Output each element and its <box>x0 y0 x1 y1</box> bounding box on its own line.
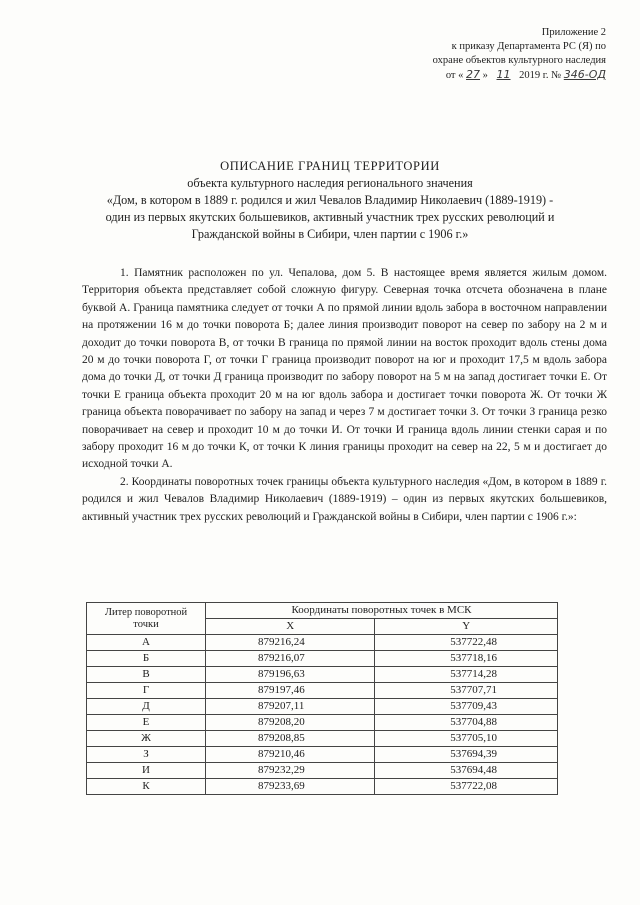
title-line-3: один из первых якутских большевиков, активный участник трех русских революций и <box>105 210 555 224</box>
cell-y: 537707,71 <box>375 683 558 699</box>
cell-y: 537722,48 <box>375 635 558 651</box>
table-row <box>87 699 558 715</box>
date-prefix: от « <box>445 70 464 81</box>
cell-letter: Б <box>87 651 206 667</box>
table-row <box>87 763 558 779</box>
order-number: 346-ОД <box>563 68 606 81</box>
cell-x: 879233,69 <box>206 779 375 795</box>
paragraph-boundary-description: 1. Памятник расположен по ул. Чепалова, дом 5. В настоящее время является жилым домом. Территория объекта представляет собой сложную фигуру. Северная точка отсчета обозначена в плане буквой А. Граница памятника следует от точки А по прямой линии вдоль забора в восточном направлении на протяжении 16 м до точки поворота Б; далее линия производит поворот на север по забору на 2 м и доходит до точки поворота В, от точки В граница по прямой линии на восток проходит вдоль стены дома 20 м до точки поворота Г, от точки Г граница производит поворот на юг и проходит 17,5 м вдоль забора дома до точки Д, от точки Д граница производит по забору поворот на 5 м на запад достигает точки Е. От точки Е граница объекта проходит 20 м на юг вдоль забора и достигает точки поворота Ж. От точки Ж граница объекта поворачивает по забору на запад и через 7 м достигает точки З. От точки З граница резко поворачивает на север и проходит 10 м до точки И. От точки И граница вдоль линии стенки сарая и по забору проходит 16 м до точки К, от точки К линия границы проходит на север на 22, 5 м и достигает до исходной точки А. <box>82 267 607 471</box>
coordinates-table <box>86 602 558 795</box>
header-y: Y <box>375 619 558 635</box>
table-row <box>87 651 558 667</box>
table-row <box>87 715 558 731</box>
cell-letter: А <box>87 635 206 651</box>
cell-y: 537722,08 <box>375 779 558 795</box>
cell-y: 537705,10 <box>375 731 558 747</box>
cell-letter: И <box>87 763 206 779</box>
cell-y: 537718,16 <box>375 651 558 667</box>
title-line-1: объекта культурного наследия регионального значения <box>187 176 473 190</box>
cell-y: 537694,48 <box>375 763 558 779</box>
table-row <box>87 635 558 651</box>
cell-x: 879196,63 <box>206 667 375 683</box>
appendix-date-line <box>386 68 606 83</box>
title-line-4: Гражданской войны в Сибири, член партии с 1906 г.» <box>191 227 469 241</box>
cell-letter: Ж <box>87 731 206 747</box>
appendix-department: охране объектов культурного наследия <box>432 55 606 66</box>
cell-letter: Д <box>87 699 206 715</box>
header-coords: Координаты поворотных точек в МСК <box>206 603 558 619</box>
document-body <box>82 265 607 526</box>
cell-letter: Г <box>87 683 206 699</box>
table-row <box>87 779 558 795</box>
cell-letter: В <box>87 667 206 683</box>
paragraph-coordinates-intro: 2. Координаты поворотных точек границы объекта культурного наследия «Дом, в котором в 1889 г. родился и жил Чевалов Владимир Николаевич (1889-1919) – один из первых якутских большевиков, активный участник трех русских революций и Гражданской войны в Сибири, член партии с 1906 г.»: <box>82 475 607 523</box>
cell-letter: З <box>87 747 206 763</box>
cell-y: 537714,28 <box>375 667 558 683</box>
cell-x: 879216,07 <box>206 651 375 667</box>
header-x: X <box>206 619 375 635</box>
date-day: 27 <box>466 68 481 81</box>
cell-x: 879207,11 <box>206 699 375 715</box>
cell-letter: Е <box>87 715 206 731</box>
cell-x: 879208,20 <box>206 715 375 731</box>
cell-y: 537709,43 <box>375 699 558 715</box>
table-row <box>87 747 558 763</box>
appendix-header <box>386 26 606 83</box>
date-mid: » <box>482 70 488 81</box>
cell-x: 879232,29 <box>206 763 375 779</box>
cell-y: 537704,88 <box>375 715 558 731</box>
cell-y: 537694,39 <box>375 747 558 763</box>
table-row <box>87 731 558 747</box>
cell-x: 879210,46 <box>206 747 375 763</box>
title-heading: ОПИСАНИЕ ГРАНИЦ ТЕРРИТОРИИ <box>220 159 440 173</box>
cell-x: 879216,24 <box>206 635 375 651</box>
table-row <box>87 667 558 683</box>
appendix-title: Приложение 2 <box>541 27 606 38</box>
table-row <box>87 683 558 699</box>
date-month: 11 <box>496 68 511 81</box>
cell-x: 879208,85 <box>206 731 375 747</box>
title-line-2: «Дом, в котором в 1889 г. родился и жил Чевалов Владимир Николаевич (1889-1919) - <box>106 193 554 207</box>
document-title <box>60 158 600 243</box>
date-year: 2019 г. № <box>519 70 562 81</box>
header-letter: Литер поворотной точки <box>87 603 206 635</box>
cell-letter: К <box>87 779 206 795</box>
cell-x: 879197,46 <box>206 683 375 699</box>
appendix-order-ref: к приказу Департамента РС (Я) по <box>451 41 606 52</box>
